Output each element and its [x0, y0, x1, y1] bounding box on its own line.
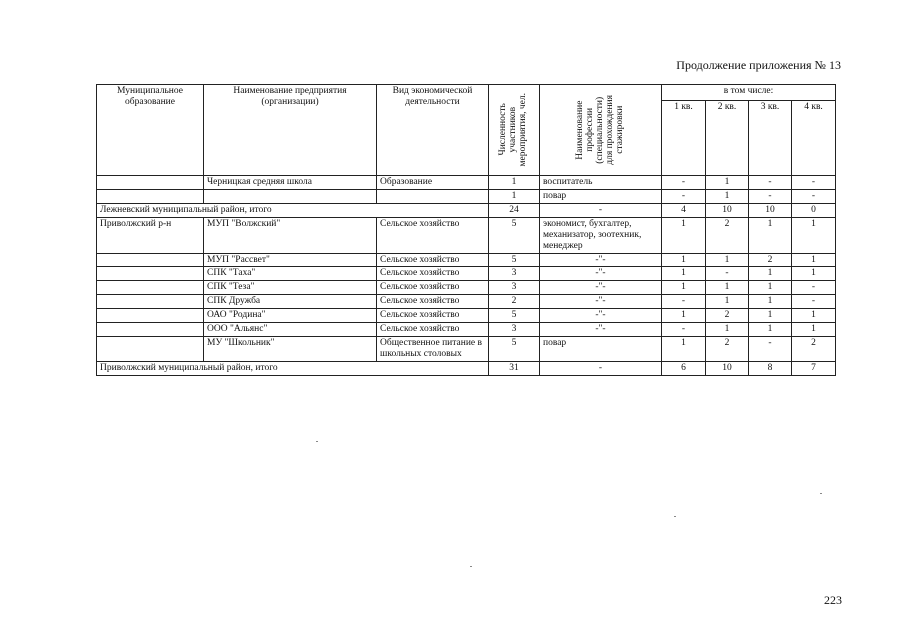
cell-q1: -: [662, 189, 706, 203]
cell-q4: 7: [792, 361, 836, 375]
cell-q4: 0: [792, 203, 836, 217]
cell-municipality: Приволжский р-н: [97, 217, 204, 253]
data-table: [96, 84, 836, 376]
table-row-total: [97, 361, 836, 375]
table-row: [97, 217, 836, 253]
cell-q4: 1: [792, 309, 836, 323]
table-row: [97, 337, 836, 362]
cell-profession: повар: [540, 337, 662, 362]
cell-q1: 4: [662, 203, 706, 217]
cell-q1: 1: [662, 281, 706, 295]
cell-q3: 8: [749, 361, 792, 375]
cell-activity: [377, 189, 489, 203]
page-heading: Продолжение приложения № 13: [676, 58, 841, 72]
cell-participants: 3: [489, 281, 540, 295]
cell-enterprise: СПК Дружба: [204, 295, 377, 309]
cell-profession: -"-: [540, 253, 662, 267]
cell-enterprise: ОАО "Родина": [204, 309, 377, 323]
header-participants-text: Численность участников мероприятия, чел.: [498, 93, 528, 167]
cell-q1: 1: [662, 309, 706, 323]
cell-q4: 1: [792, 217, 836, 253]
cell-q4: 1: [792, 267, 836, 281]
cell-activity: Сельское хозяйство: [377, 253, 489, 267]
cell-q4: 1: [792, 323, 836, 337]
cell-participants: 2: [489, 295, 540, 309]
cell-municipality: [97, 267, 204, 281]
cell-activity: Сельское хозяйство: [377, 309, 489, 323]
cell-municipality: [97, 309, 204, 323]
cell-q2: 10: [706, 361, 749, 375]
cell-profession: -"-: [540, 267, 662, 281]
header-q3: 3 кв.: [749, 101, 792, 176]
cell-q2: 2: [706, 217, 749, 253]
cell-q1: 6: [662, 361, 706, 375]
cell-total-label: Приволжский муниципальный район, итого: [97, 361, 489, 375]
header-q1: 1 кв.: [662, 101, 706, 176]
cell-q1: 1: [662, 217, 706, 253]
cell-q3: 2: [749, 253, 792, 267]
header-participants: [489, 85, 540, 176]
scan-speck: [316, 441, 318, 442]
cell-profession: повар: [540, 189, 662, 203]
table-row-total: [97, 203, 836, 217]
cell-participants: 31: [489, 361, 540, 375]
table-row: [97, 253, 836, 267]
cell-participants: 1: [489, 189, 540, 203]
scan-speck: [820, 493, 822, 494]
cell-municipality: [97, 281, 204, 295]
cell-q4: -: [792, 176, 836, 190]
cell-profession: -"-: [540, 295, 662, 309]
cell-q2: 2: [706, 309, 749, 323]
cell-profession: -"-: [540, 281, 662, 295]
table-row: [97, 309, 836, 323]
cell-profession: экономист, бухгалтер, механизатор, зоотехник, менеджер: [540, 217, 662, 253]
cell-enterprise: СПК "Таха": [204, 267, 377, 281]
cell-enterprise: Черницкая средняя школа: [204, 176, 377, 190]
cell-q1: -: [662, 323, 706, 337]
cell-profession: -"-: [540, 309, 662, 323]
header-profession: [540, 85, 662, 176]
cell-q3: 1: [749, 295, 792, 309]
cell-activity: Сельское хозяйство: [377, 295, 489, 309]
cell-municipality: [97, 189, 204, 203]
cell-q2: 2: [706, 337, 749, 362]
header-q4: 4 кв.: [792, 101, 836, 176]
cell-total-label: Лежневский муниципальный район, итого: [97, 203, 489, 217]
cell-q2: -: [706, 267, 749, 281]
cell-participants: 5: [489, 217, 540, 253]
cell-activity: Образование: [377, 176, 489, 190]
cell-enterprise: [204, 189, 377, 203]
cell-municipality: [97, 176, 204, 190]
cell-q3: 1: [749, 281, 792, 295]
header-enterprise: Наименование предприятия (организации): [204, 85, 377, 176]
cell-q2: 1: [706, 189, 749, 203]
cell-q2: 1: [706, 323, 749, 337]
cell-q3: 1: [749, 267, 792, 281]
header-activity: Вид экономической деятельности: [377, 85, 489, 176]
cell-profession: воспитатель: [540, 176, 662, 190]
cell-q4: -: [792, 295, 836, 309]
cell-q1: -: [662, 295, 706, 309]
cell-activity: Общественное питание в школьных столовых: [377, 337, 489, 362]
cell-q3: -: [749, 337, 792, 362]
cell-q4: -: [792, 281, 836, 295]
table-row: [97, 295, 836, 309]
cell-participants: 3: [489, 267, 540, 281]
cell-municipality: [97, 253, 204, 267]
cell-municipality: [97, 295, 204, 309]
cell-profession: -: [540, 361, 662, 375]
cell-activity: Сельское хозяйство: [377, 217, 489, 253]
cell-q3: -: [749, 189, 792, 203]
cell-activity: Сельское хозяйство: [377, 267, 489, 281]
cell-participants: 5: [489, 309, 540, 323]
cell-q3: 1: [749, 309, 792, 323]
cell-participants: 24: [489, 203, 540, 217]
cell-enterprise: ООО "Альянс": [204, 323, 377, 337]
cell-activity: Сельское хозяйство: [377, 323, 489, 337]
cell-participants: 3: [489, 323, 540, 337]
cell-q1: 1: [662, 253, 706, 267]
cell-q1: 1: [662, 267, 706, 281]
cell-profession: -"-: [540, 323, 662, 337]
scan-speck: [470, 566, 472, 567]
cell-q3: -: [749, 176, 792, 190]
scan-speck: [674, 516, 676, 517]
cell-participants: 5: [489, 337, 540, 362]
table-row: [97, 323, 836, 337]
cell-q1: 1: [662, 337, 706, 362]
cell-q4: 2: [792, 337, 836, 362]
cell-enterprise: СПК "Теза": [204, 281, 377, 295]
cell-municipality: [97, 323, 204, 337]
header-including: в том числе:: [662, 85, 836, 101]
cell-q3: 1: [749, 323, 792, 337]
cell-q2: 10: [706, 203, 749, 217]
table-row: [97, 267, 836, 281]
cell-enterprise: МУП "Рассвет": [204, 253, 377, 267]
header-municipality: Муниципальное образование: [97, 85, 204, 176]
cell-q4: 1: [792, 253, 836, 267]
cell-profession: -: [540, 203, 662, 217]
cell-q3: 10: [749, 203, 792, 217]
cell-q3: 1: [749, 217, 792, 253]
table-row: [97, 189, 836, 203]
cell-participants: 1: [489, 176, 540, 190]
header-q2: 2 кв.: [706, 101, 749, 176]
cell-q2: 1: [706, 253, 749, 267]
cell-q2: 1: [706, 281, 749, 295]
cell-participants: 5: [489, 253, 540, 267]
cell-activity: Сельское хозяйство: [377, 281, 489, 295]
table-row: [97, 281, 836, 295]
cell-q2: 1: [706, 176, 749, 190]
cell-municipality: [97, 337, 204, 362]
cell-enterprise: МУП "Волжский": [204, 217, 377, 253]
header-profession-text: Наименование профессии (специальности) для прохождения стажировки: [574, 95, 625, 165]
cell-enterprise: МУ "Школьник": [204, 337, 377, 362]
cell-q4: -: [792, 189, 836, 203]
cell-q2: 1: [706, 295, 749, 309]
page-number: 223: [824, 593, 842, 607]
cell-q1: -: [662, 176, 706, 190]
table-row: [97, 176, 836, 190]
